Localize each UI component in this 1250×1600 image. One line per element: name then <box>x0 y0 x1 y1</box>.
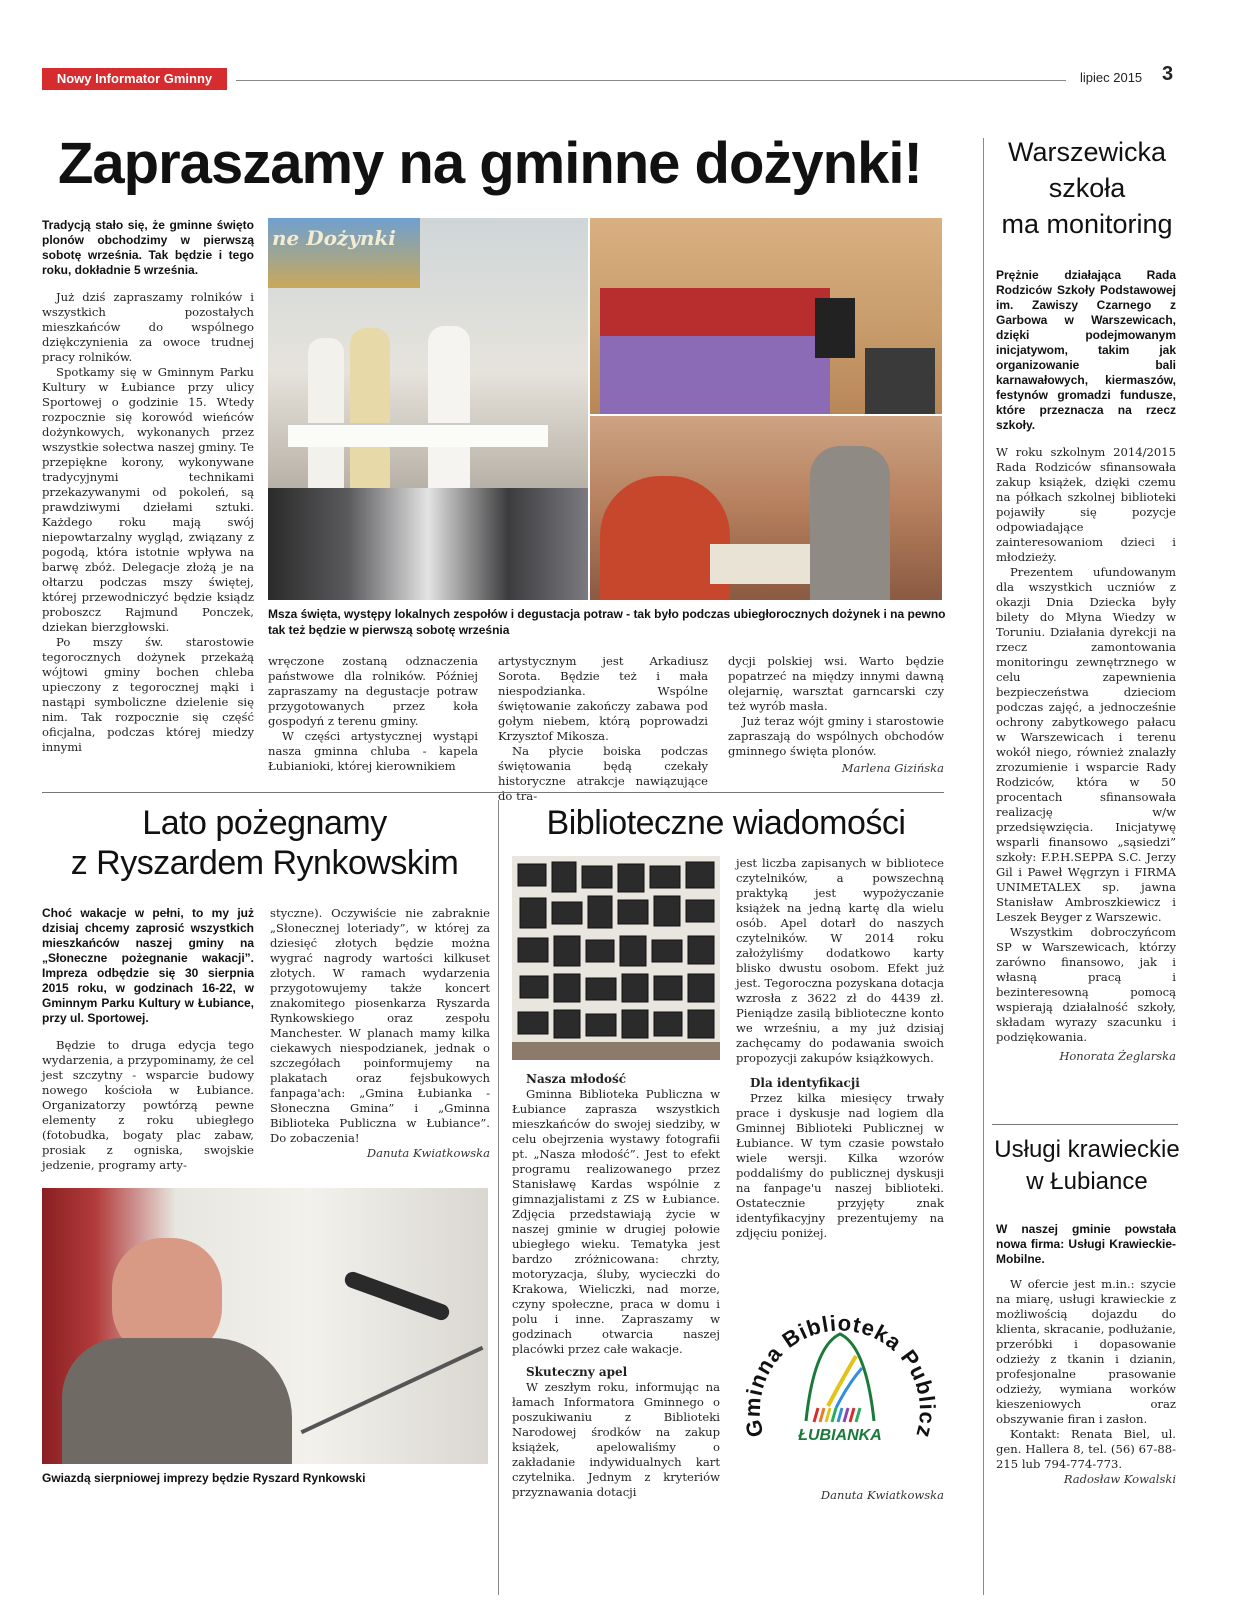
paragraph: Po mszy św. starostowie tegorocznych dożynek przekażą wójtowi gminy bochen chleba upieczony z tegorocznej mąki i nastąpi symboliczne dzielenie się nim. Tak rozpocznie się część oficjalna, podczas której miedzy innymi <box>42 635 254 754</box>
exhibition-photo-wall <box>512 856 720 1060</box>
header-rule <box>236 80 1066 81</box>
article-rynkowski-left-column <box>42 906 254 1173</box>
logo-name: ŁUBIANKA <box>798 1427 882 1444</box>
article-dozynki-column-4 <box>728 654 944 776</box>
paragraph: jest liczba zapisanych w bibliotece czytelników, a powszechną praktyką jest wypożyczanie książek na jedną kartę dla wielu osób. Apel dotarł do naszych czytelników. W 2014 roku założyliśmy dodatkowo karty blisko dwustu osobom. Efekt już jest. Tegoroczna pozyskana dotacja wzrosła z 3622 zł do 4439 zł. Pieniądze zasilą biblioteczne konto we wrześniu, a my już dzisiaj zachęcamy do podawania swoich propozycji zakupów książkowych. <box>736 856 944 1065</box>
article-body <box>996 1277 1176 1472</box>
page-number: 3 <box>1162 63 1174 85</box>
congregation <box>268 488 588 600</box>
article-dozynki-left-column <box>42 218 254 755</box>
title-line: Usługi krawieckie <box>994 1136 1180 1163</box>
library-logo <box>744 1276 936 1466</box>
microphone <box>343 1270 452 1323</box>
singers-skirts <box>600 336 830 414</box>
paragraph: Prezentem ufundowanym dla wszystkich uczniów z okazji Dnia Dziecka były bilety do Młyna Wiedzy w Toruniu. Działania dyrekcji na rzecz zamontowania monitoringu zewnętrznego w celu zapewnienia bezpieczeństwa dzieciom podczas zajęć, a jednocześnie ochrony zabytkowego pałacu w Warszewicach i terenu wokół niego, również znalazły zrozumienie i wsparcie Rady Rodziców, która w 50 procentach sfinansowała realizację w/w przedsięwzięcia. Inicjatywę wsparli finansowo „sąsiedzi” szkoły: F.P.H.SEPPA S.C. Jerzy Gil i Paweł Węgrzyn i FIRMA UNIMETALEX sp. jawna Stanisław Ambroszkiewicz i Leszek Beyger z Warszewic. <box>996 565 1176 924</box>
article-title-tailoring <box>990 1134 1184 1198</box>
paragraph: wręczone zostaną odznaczenia państwowe dla rolników. Później zapraszamy na degustacje potraw przygotowanych przez koła gospodyń z terenu gminy. <box>268 654 478 728</box>
article-lead: Tradycją stało się, że gminne święto plonów obchodzimy w pierwszą sobotę września. Tak będzie i tego roku, dokładnie 5 września. <box>42 218 254 277</box>
logo-arc-text: inna Biblioteka Pub z <box>744 1310 936 1441</box>
paragraph: W roku szkolnym 2014/2015 Rada Rodziców sfinansowała zakup książek, dzięki czemu na półkach szkolnej biblioteki pojawiły się pozycje odpowiadające zainteresowaniom dzieci i młodzieży. <box>996 445 1176 564</box>
article-title-dozynki: Zapraszamy na gminne dożynki! <box>58 131 922 196</box>
paragraph: Wszystkim dobroczyńcom SP w Warszewicach, którzy zarówno finansowo, jak i własną pracą i bezinteresowną pomocą wspierają działalność szkoły, składam wyrazy szacunku i podziękowania. <box>996 925 1176 1044</box>
mic-stand <box>301 1346 484 1434</box>
priest-figure <box>308 338 344 488</box>
paragraph: dycji polskiej wsi. Warto będzie popatrzeć na między innymi dawną olejarnię, warsztat garncarski czy też wyrób masła. <box>728 654 944 713</box>
photo-folk-band <box>590 218 942 414</box>
section-rule <box>992 1124 1178 1125</box>
article-monitoring-body <box>996 268 1176 1063</box>
person <box>810 446 890 600</box>
article-lead: Prężnie działająca Rada Rodziców Szkoły Podstawowej im. Zawiszy Czarnego z Garbowa w Warszewicach, dzięki podejmowanym inicjatywom, takim jak organizowanie bali karnawałowych, kiermaszów, festynów gromadzi fundusze, które przeznacza na rzecz szkoły. <box>996 268 1176 432</box>
photo-caption: Msza święta, występy lokalnych zespołów i degustacja potraw - tak było podczas ubiegłorocznych dożynek i na pewno tak też będzie w pierwszą sobotę września <box>268 607 946 637</box>
accordion <box>815 298 855 358</box>
section-rule <box>42 792 944 793</box>
article-dozynki-column-2 <box>268 654 478 774</box>
paragraph: W części artystycznej wystąpi nasza gminna chluba - kapela Łubianioki, której kierownikiem <box>268 729 478 773</box>
paragraph: Spotkamy się w Gminnym Parku Kultury w Łubiance przy ulicy Sportowej o godzinie 15. Wtedy rozpocznie się korowód wieńców dożynkowych, wykonanych przez wszystkie sołectwa naszej gminy. Te przepiękne korony, wykonywane tradycyjnymi technikami przekazywanymi od pokoleń, są prawdziwymi dziełami sztuki. Każdego roku mają swój niepowtarzalny wygląd, związany z pogodą, która istotnie wpływa na barwę zbóż. Delegacje złożą je na ołtarzu podczas mszy świętej, której przewodniczyć będzie ksiądz proboszcz Rajmund Ponczek, dziekan bierzgłowski. <box>42 365 254 634</box>
singer-jacket <box>62 1338 292 1464</box>
title-line: Warszewicka <box>1007 137 1167 167</box>
title-line: Lato pożegnamy <box>142 804 387 842</box>
article-title-monitoring <box>992 134 1182 242</box>
author-signature: Honorata Żeglarska <box>1059 1049 1176 1063</box>
paragraph: styczne). Oczywiście nie zabraknie „Słonecznej loteriady”, w której za dziesięć złotych będzie można wygrać nagrody wartości kilkuset złotych. W ramach wydarzenia przygotowujemy także koncert znakomitego piosenkarza Ryszarda Rynkowskiego oraz zespołu Manchester. W planach mamy kilka ciekawych niespodzianek, jednak o szczegółach poinformujemy na plakatach oraz fejsbukowych fanpaga'ach: „Gmina Łubianka - Słoneczna Gmina” i „Gminna Biblioteka Publiczna w Łubiance”. Do zobaczenia! <box>270 906 490 1145</box>
article-rynkowski-right-column <box>270 906 490 1161</box>
paragraph: artystycznym jest Arkadiusz Sorota. Będzie też i mała niespodzianka. Wspólne świętowanie zakończy zabawa pod gołym niebem, którą poprowadzi Krzysztof Mikosza. <box>498 654 708 743</box>
article-library-column-2 <box>736 856 944 1241</box>
article-lead: W naszej gminie powstała nowa firma: Usługi Krawieckie-Mobilne. <box>996 1222 1176 1266</box>
photo-food-tasting <box>590 416 942 600</box>
singers-vests <box>600 288 830 338</box>
library-logo-graphic <box>744 1276 936 1466</box>
article-title-rynkowski <box>42 803 487 883</box>
photo-ryszard-rynkowski <box>42 1188 488 1464</box>
banner-text: ne Dożynki <box>272 226 396 250</box>
author-signature: Danuta Kwiatkowska <box>820 1488 944 1502</box>
article-body <box>996 445 1176 1045</box>
article-dozynki-column-3 <box>498 654 708 804</box>
subheading: Nasza młodość <box>526 1072 627 1086</box>
article-title-library: Biblioteczne wiadomości <box>546 804 906 842</box>
column-divider <box>498 800 499 1595</box>
paragraph: W zeszłym roku, informując na łamach Informatora Gminnego o poszukiwaniu z Biblioteki Narodowej środków na zakup książek, apelowaliśmy o zakładanie indywidualnych kart czytelnika. Jednym z kryteriów przyznawania dotacji <box>512 1380 720 1499</box>
photo-caption: Gwiazdą sierpniowej imprezy będzie Ryszard Rynkowski <box>42 1471 366 1485</box>
article-tailoring-body <box>996 1222 1176 1486</box>
photo-holy-mass <box>268 218 588 600</box>
publication-tag: Nowy Informator Gminny <box>42 68 227 90</box>
paragraph: W ofercie jest m.in.: szycie na miarę, usługi krawieckie z możliwością dojazdu do klienta, skracanie, podłużanie, przeróbki i dopasowanie odzieży z tkanin i dzianin, profesjonalne prasowanie odzieży, wymiana worków kieszeniowych oraz obszywanie firan i zasłon. <box>996 1277 1176 1426</box>
photo-exhibition <box>512 856 720 1060</box>
priest-figure <box>350 328 390 488</box>
paragraph: Już teraz wójt gminy i starostowie zapraszają do wspólnych obchodów gminnego święta plonów. <box>728 714 944 758</box>
title-line: z Ryszardem Rynkowskim <box>70 844 459 882</box>
priest-figure <box>428 326 470 491</box>
article-body <box>42 290 254 755</box>
subheading: Dla identyfikacji <box>750 1076 860 1090</box>
paragraph: Na płycie boiska podczas świętowania będą czekały historyczne atrakcje nawiązujące do tra- <box>498 744 708 803</box>
article-body <box>42 1038 254 1173</box>
sound-equipment <box>865 348 935 414</box>
title-line: ma monitoring <box>1001 209 1173 239</box>
author-signature: Radosław Kowalski <box>1063 1472 1176 1486</box>
title-line: w Łubiance <box>1026 1168 1148 1195</box>
paragraph: Już dziś zapraszamy rolników i wszystkich pozostałych mieszkańców do wspólnego dziękczynienia za owoce trudnej pracy rolników. <box>42 290 254 364</box>
column-divider <box>983 138 984 1595</box>
paragraph: Gminna Biblioteka Publiczna w Łubiance zaprasza wszystkich mieszkańców do swojej siedziby, w celu obejrzenia wystawy fotografii pt. „Nasza młodość”. Jest to efekt programu realizowanego przez Stanisławę Kardas wspólnie z gimnazjalistami z ZS w Łubiance. Zdjęcia przedstawiają życie w naszej gminie w drugiej połowie ubiegłego wieku. Tematyka jest bardzo zróżnicowana: chrzty, motoryzacja, śluby, wycieczki do Krakowa, Wieliczki, nad morze, czyny społeczne, praca w domu i polu i inne. Zapraszamy w godzinach otwarcia naszej placówki przez całe wakacje. <box>512 1087 720 1356</box>
paragraph: Kontakt: Renata Biel, ul. gen. Hallera 8, tel. (56) 67-88-215 lub 794-774-773. <box>996 1427 1176 1471</box>
article-lead: Choć wakacje w pełni, to my już dzisiaj chcemy zaprosić wszystkich mieszkańców naszej gminy na „Słoneczne pożegnanie wakacji”. Impreza odbędzie się 30 sierpnia 2015 roku, w godzinach 16-22, w Gminnym Parku Kultury w Łubiance, przy ul. Sportowej. <box>42 906 254 1025</box>
author-signature: Danuta Kwiatkowska <box>366 1146 490 1160</box>
paragraph: Będzie to druga edycja tego wydarzenia, a przypominamy, że cel jest szczytny - wsparcie budowy nowego kościoła w Łubiance. Organizatorzy powtórzą pewne elementy z roku ubiegłego (fotobudka, bogaty plac zabaw, prosiak z ogniska, swojskie jedzenie, programy arty- <box>42 1038 254 1172</box>
author-signature: Marlena Gizińska <box>841 761 944 775</box>
harvest-banner <box>268 218 420 288</box>
altar-table <box>288 423 548 447</box>
article-library-column-1 <box>512 1072 720 1500</box>
title-line: szkoła <box>1048 173 1126 203</box>
subheading: Skuteczny apel <box>526 1365 628 1379</box>
paragraph: Przez kilka miesięcy trwały prace i dyskusje nad logiem dla Gminnej Biblioteki Publicznej w Łubiance. W tym czasie powstało wiele wersji. Kilka wzorów poddaliśmy do publicznej dyskusji na fanpage'u naszej biblioteki. Ostatecznie przyjęty znak identyfikacyjny prezentujemy na zdjęciu poniżej. <box>736 1091 944 1240</box>
issue-date: lipiec 2015 <box>1080 70 1143 85</box>
